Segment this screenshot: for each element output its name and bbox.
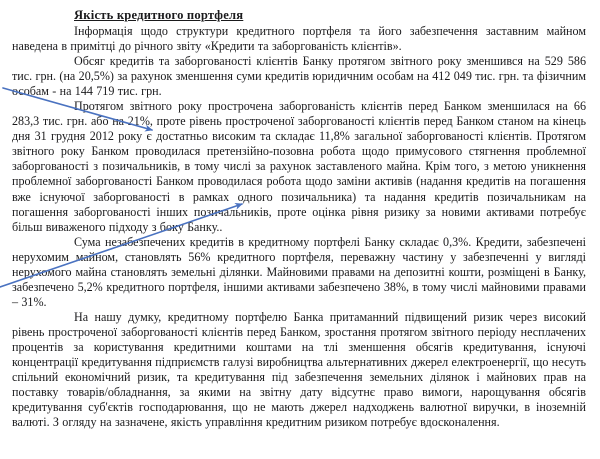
paragraph-opinion: На нашу думку, кредитному портфелю Банка притаманний підвищений ризик через високий рівень простроченої заборгованості клієнтів перед Банком, зростання протягом звітного періоду несплачених процентів за користування кредитними коштами на тлі зменшення обсягів кредитування, існуючі концентрації кредитування підприємств галузі виробництва альтернативних джерел електроенергії, що несуть спільний економічний ризик, та кредитування під забезпечення земельних ділянок і майнових прав на поставку товарів/обладнання, за якими на звітну дату відсутнє право вимоги, нарощування обсягів кредитування суб'єктів господарювання, що не мають джерел надходжень валютної виручки, в іноземній валюті. З огляду на зазначене, якість управління кредитним ризиком потребує вдосконалення. [12, 309, 586, 430]
paragraph-overdue-debt: Протягом звітного року прострочена заборгованість клієнтів перед Банком зменшилася на 66 283,3 тис. грн. або на 21%, проте рівень простроченої заборгованості клієнтів перед Банком станом на кінець дня 31 грудня 2012 року є достатньо високим та складає 11,8% загальної заборгованості клієнтів. Протягом звітного року Банком проводилася претензійно-позовна робота щодо примусового стягнення проблемної заборгованості з позичальників, в тому числі за рахунок заставленого майна. Крім того, з метою уникнення проблемної заборгованості Банком проводилася робота щодо заміни активів (надання кредитів на погашення вже існуючої заборгованості в рамках одного позичальника) та надання кредитів позичальникам на погашення заборгованості інших позичальників, проте оцінка рівня ризику за новими активами потребує більш виваженого підходу з боку Банку.. [12, 99, 586, 234]
paragraph-collateral-structure: Сума незабезпечених кредитів в кредитному портфелі Банку складає 0,3%. Кредити, забезпечені нерухомим майном, становлять 56% кредитного портфеля, переважну частину у забезпеченні у вигляді нерухомого майна становлять земельні ділянки. Майновими правами на депозитні кошти, розміщені в Банку, забезпечено 5,2% кредитного портфеля, іншими активами забезпечено 38%, в тому числі майновими правами – 31%. [12, 234, 586, 309]
paragraph-intro: Інформація щодо структури кредитного портфеля та його забезпечення заставним майном наведена в примітці до річного звіту «Кредити та заборгованість клієнтів». [12, 24, 586, 54]
page-title: Якість кредитного портфеля [74, 8, 244, 22]
document-body [12, 8, 586, 430]
paragraph-loan-volume: Обсяг кредитів та заборгованості клієнтів Банку протягом звітного року зменшився на 529 586 тис. грн. (на 20,5%) за рахунок зменшення суми кредитів юридичним особам на 412 049 тис. грн. та фізичним особам - на 144 719 тис. грн. [12, 54, 586, 99]
